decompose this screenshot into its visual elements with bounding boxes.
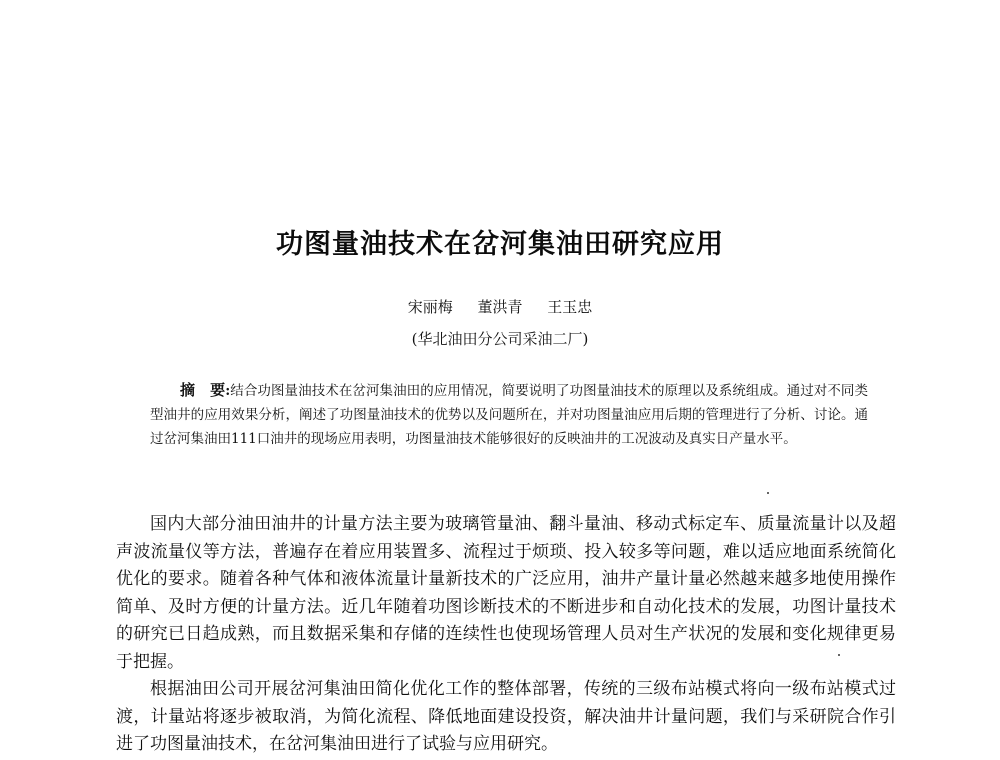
abstract-label-separator: : bbox=[225, 383, 231, 399]
abstract-label: 摘 要 bbox=[180, 381, 226, 399]
abstract-section bbox=[150, 378, 868, 451]
body-paragraph: 根据油田公司开展岔河集油田简化优化工作的整体部署，传统的三级布站模式将向一级布站模式过渡，计量站将逐步被取消，为简化流程、降低地面建设投资，解决油井计量问题，我们与采研院合作引进了功图量油技术，在岔河集油田进行了试验与应用研究。 bbox=[116, 679, 896, 754]
author-name: 宋丽梅 bbox=[407, 298, 453, 316]
author-affiliation: (华北油田分公司采油二厂) bbox=[411, 330, 589, 348]
abstract-text: 结合功图量油技术在岔河集油田的应用情况，简要说明了功图量油技术的原理以及系统组成。通过对不同类型油井的应用效果分析，阐述了功图量油技术的优势以及问题所在，并对功图量油应用后期的管理进行了分析、讨论。通过岔河集油田111口油井的现场应用表明，功图量油技术能够很好的反映油井的工况波动及真实日产量水平。 bbox=[150, 383, 868, 447]
scan-speck bbox=[838, 654, 840, 656]
body-paragraph: 国内大部分油田油井的计量方法主要为玻璃管量油、翻斗量油、移动式标定车、质量流量计以及超声波流量仪等方法，普遍存在着应用装置多、流程过于烦琐、投入较多等问题，难以适应地面系统简化优化的要求。随着各种气体和液体流量计量新技术的广泛应用，油井产量计量必然越来越多地使用操作简单、及时方便的计量方法。近几年随着功图诊断技术的不断进步和自动化技术的发展，功图计量技术的研究已日趋成熟，而且数据采集和存储的连续性也使现场管理人员对生产状况的发展和变化规律更易于把握。 bbox=[116, 514, 896, 672]
author-list bbox=[0, 296, 1000, 317]
scan-speck bbox=[767, 492, 769, 494]
author-name: 董洪青 bbox=[477, 298, 523, 316]
body-section bbox=[116, 511, 896, 759]
author-name: 王玉忠 bbox=[547, 298, 593, 316]
paper-title: 功图量油技术在岔河集油田研究应用 bbox=[276, 229, 724, 260]
